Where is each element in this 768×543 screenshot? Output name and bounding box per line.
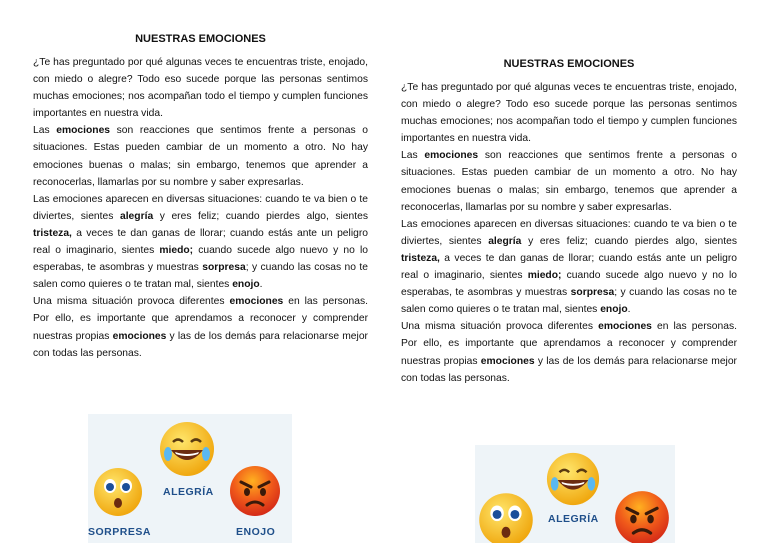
label-alegria: ALEGRÍA [163,486,214,498]
label-alegria-copy: ALEGRÍA [548,513,599,525]
left-column [33,32,368,362]
right-column [401,57,737,387]
label-enojo: ENOJO [236,526,276,538]
emotions-image-left [88,414,292,543]
paragraph-2-copy: Las emociones son reacciones que sentimos frente a personas o situaciones. Estas pueden cambiar de un momento a otro. No hay emociones buenas o malas; sin embargo, tenemos que aprender a reconocerlas, llamarlas por su nombre y saber expresarlas. [401,150,737,213]
emotions-image-right [475,445,675,543]
joy-face-icon [158,420,216,478]
anger-face-icon [228,464,282,518]
paragraph-3-copy: Las emociones aparecen en diversas situaciones: cuando te va bien o te diviertes, sientes alegría y eres feliz; cuando pierdes algo, sientes tristeza, a veces te dan ganas de llorar; cuando estás ante un peligro real o imaginario, sientes miedo; cuando sucede algo nuevo y no lo esperabas, te asombras y muestras sorpresa; y cuando las cosas no te salen como quieres o te tratan mal, sientes enojo. [401,218,737,316]
anger-face-icon [613,489,671,543]
paragraph-4-copy: Una misma situación provoca diferentes emociones en las personas. Por ello, es importante que aprendamos a reconocer y comprender nuestras propias emociones y las de los demás para relacionarse mejor con todas las personas. [401,321,737,384]
label-sorpresa: SORPRESA [88,526,151,538]
paragraph-1: ¿Te has preguntado por qué algunas veces te encuentras triste, enojado, con miedo o alegre? Todo eso sucede porque las personas sentimos muchas emociones; nos acompañan todo el tiempo y cumplen funciones importantes en nuestra vida. [33,57,368,120]
page-title: NUESTRAS EMOCIONES [135,33,266,45]
surprise-face-icon [92,466,144,518]
paragraph-2: Las emociones son reacciones que sentimos frente a personas o situaciones. Estas pueden cambiar de un momento a otro. No hay emociones buenas o malas; sin embargo, tenemos que aprender a reconocerlas, llamarlas por su nombre y saber expresarlas. [33,125,368,188]
page-title-copy: NUESTRAS EMOCIONES [503,58,635,70]
joy-face-icon [545,451,601,507]
paragraph-3: Las emociones aparecen en diversas situaciones: cuando te va bien o te diviertes, sientes alegría y eres feliz; cuando pierdes algo, sientes tristeza, a veces te dan ganas de llorar; cuando estás ante un peligro real o imaginario, sientes miedo; cuando sucede algo nuevo y no lo esperabas, te asombras y muestras sorpresa; y cuando las cosas no te salen como quieres o te tratan mal, sientes enojo. [33,193,368,291]
surprise-face-icon [477,491,535,543]
paragraph-4: Una misma situación provoca diferentes emociones en las personas. Por ello, es importante que aprendamos a reconocer y comprender nuestras propias emociones y las de los demás para relacionarse mejor con todas las personas. [33,296,368,359]
paragraph-1-copy: ¿Te has preguntado por qué algunas veces te encuentras triste, enojado, con miedo o alegre? Todo eso sucede porque las personas sentimos muchas emociones; nos acompañan todo el tiempo y cumplen funciones importantes en nuestra vida. [401,82,737,145]
